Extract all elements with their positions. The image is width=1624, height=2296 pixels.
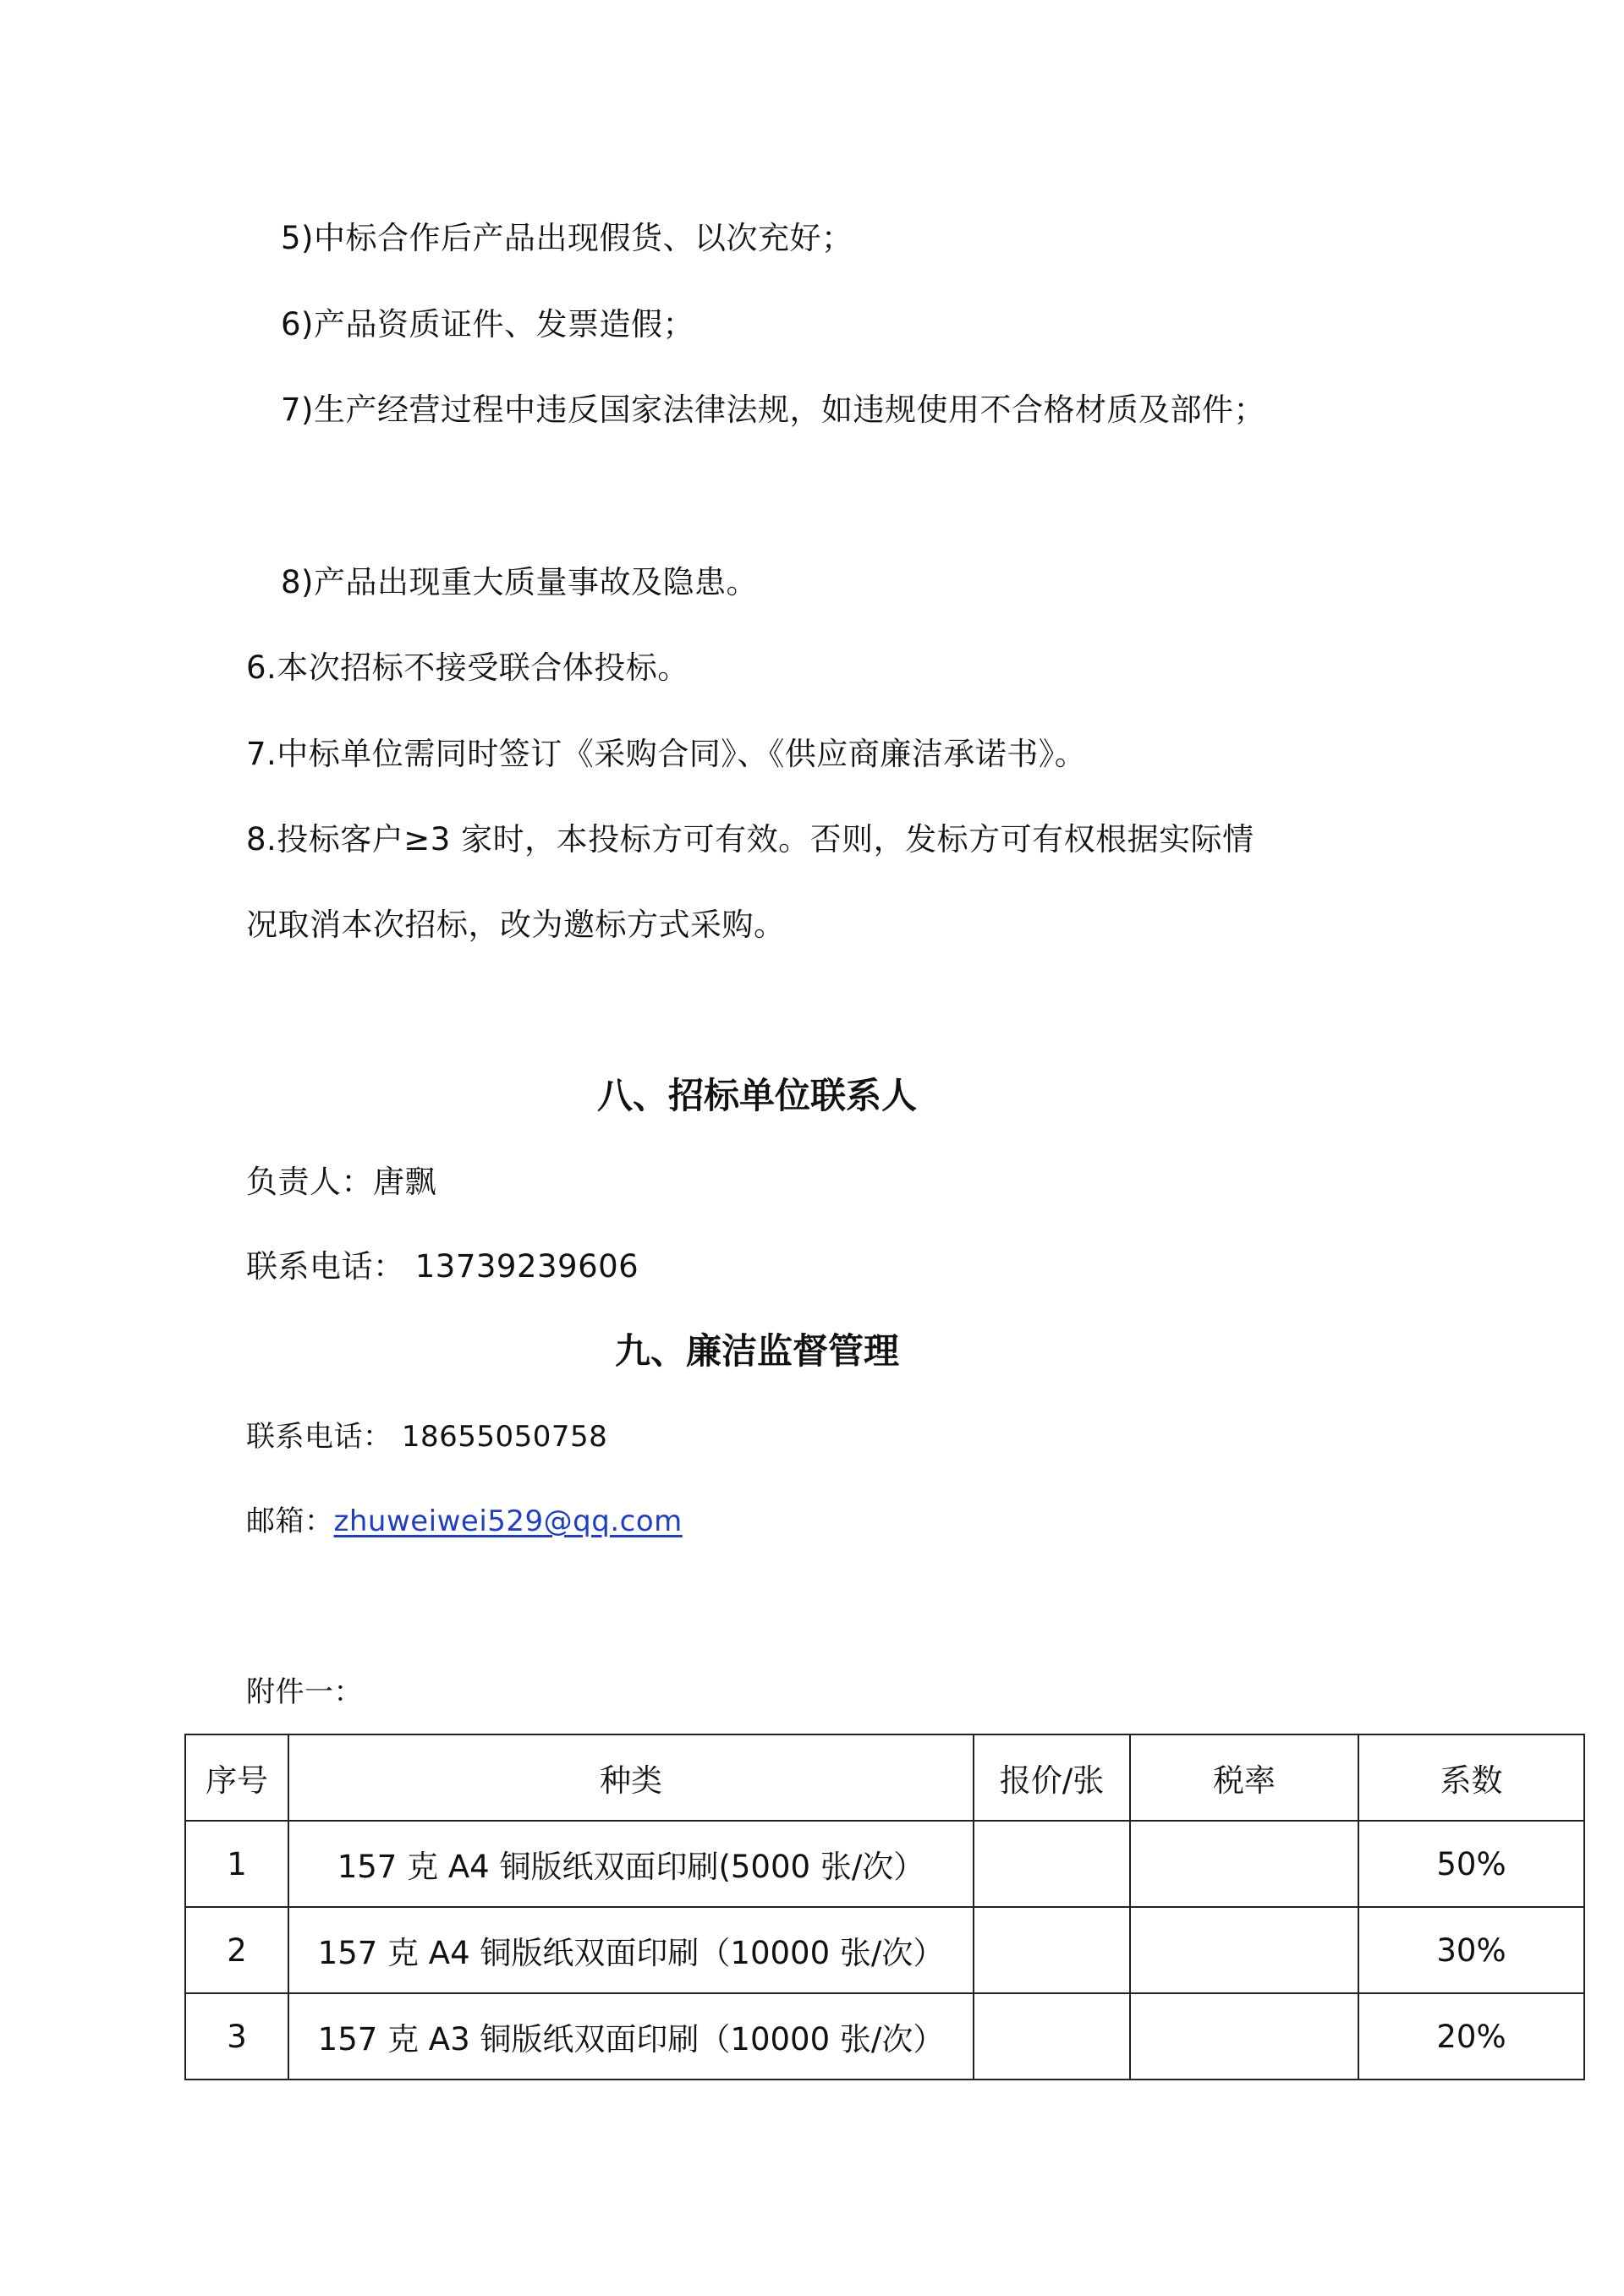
cell-no: 1 [185,1821,288,1907]
table-row [185,1993,1584,2080]
cell-price [974,1993,1130,2080]
contact-person [246,1162,436,1203]
quote-table [184,1734,1585,2080]
attachment-label: 附件一： [246,1675,363,1709]
list-item-7: 7)生产经营过程中违反国家法律法规，如违规使用不合格材质及部件； [281,392,1265,428]
header-no: 序号 [185,1734,288,1821]
list-item-8: 8)产品出现重大质量事故及隐患。 [281,564,758,600]
cell-tax [1130,1993,1358,2080]
cell-tax [1130,1907,1358,1993]
list-item-6: 6)产品资质证件、发票造假； [281,306,694,342]
table-header-row [185,1734,1584,1821]
list-item-5: 5)中标合作后产品出现假货、以次充好； [281,220,853,256]
supervision-phone-number: 18655050758 [401,1420,608,1454]
contact-person-name: 唐飘 [373,1164,436,1200]
cell-price [974,1907,1130,1993]
cell-kind: 157 克 A3 铜版纸双面印刷（10000 张/次） [288,1993,974,2080]
cell-no: 2 [185,1907,288,1993]
header-kind: 种类 [288,1734,974,1821]
header-coef: 系数 [1358,1734,1584,1821]
supervision-email-label: 邮箱： [246,1504,334,1538]
supervision-phone-label: 联系电话： [246,1420,392,1454]
table-row [185,1821,1584,1907]
supervision-phone [246,1417,607,1457]
cell-no: 3 [185,1993,288,2080]
cell-coef: 50% [1358,1821,1584,1907]
clause-7: 7.中标单位需同时签订《采购合同》、《供应商廉洁承诺书》。 [246,736,1087,772]
section-9-title: 九、廉洁监督管理 [614,1330,899,1372]
cell-coef: 30% [1358,1907,1584,1993]
contact-phone-number: 13739239606 [414,1248,639,1285]
cell-price [974,1821,1130,1907]
clause-8-line-1: 8.投标客户≥3 家时，本投标方可有效。否则，发标方可有权根据实际情 [246,821,1254,858]
table-row [185,1907,1584,1993]
header-tax: 税率 [1130,1734,1358,1821]
header-price: 报价/张 [974,1734,1130,1821]
clause-6: 6.本次招标不接受联合体投标。 [246,649,689,686]
section-8-title: 八、招标单位联系人 [596,1075,917,1116]
cell-kind: 157 克 A4 铜版纸双面印刷（10000 张/次） [288,1907,974,1993]
supervision-email [246,1501,683,1542]
email-link[interactable]: zhuweiwei529@qq.com [333,1504,683,1538]
contact-phone-label: 联系电话： [246,1248,405,1285]
cell-coef: 20% [1358,1993,1584,2080]
contact-person-label: 负责人： [246,1164,373,1200]
cell-tax [1130,1821,1358,1907]
clause-8-line-2: 况取消本次招标，改为邀标方式采购。 [246,907,786,943]
contact-phone [246,1247,639,1287]
cell-kind: 157 克 A4 铜版纸双面印刷(5000 张/次） [288,1821,974,1907]
